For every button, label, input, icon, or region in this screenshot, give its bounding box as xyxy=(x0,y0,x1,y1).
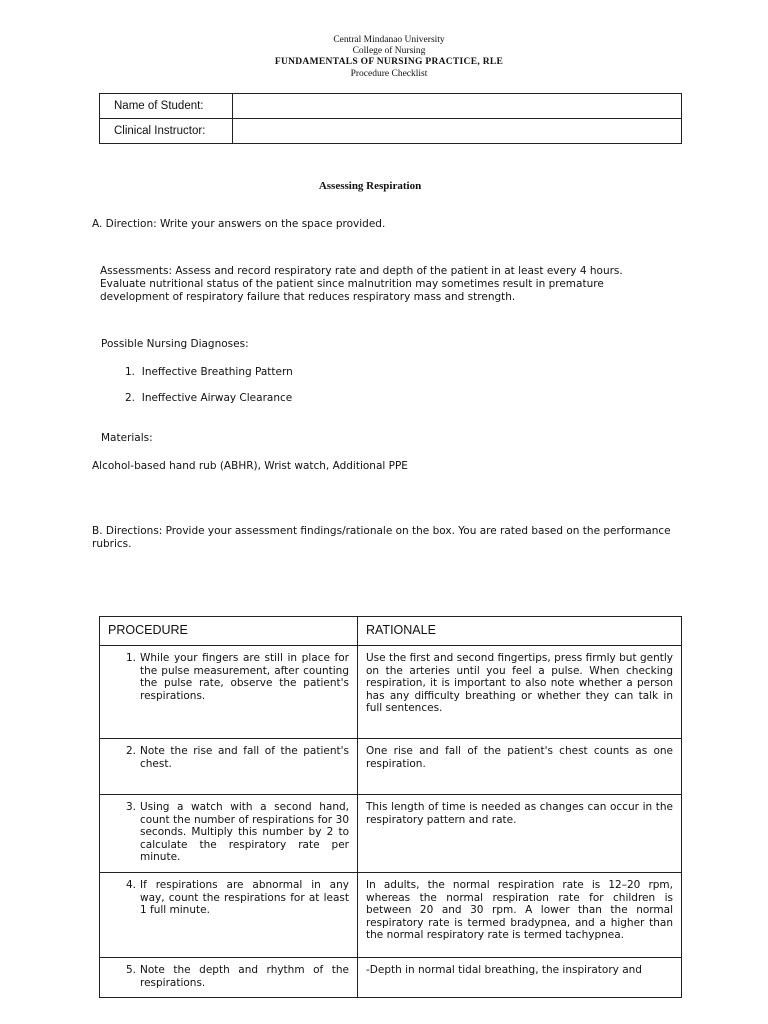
diagnosis-item xyxy=(125,366,293,379)
college-name: College of Nursing xyxy=(352,46,426,56)
procedure-text: Note the depth and rhythm of the respirations. xyxy=(140,964,349,989)
course-title: FUNDAMENTALS OF NURSING PRACTICE, RLE xyxy=(274,57,504,67)
procedure-text: Using a watch with a second hand, count the number of respirations for 30 seconds. Multiply this number by 2 to calculate the respiratory rate per minute. xyxy=(140,801,349,863)
student-name-field[interactable] xyxy=(233,94,682,119)
instructor-row xyxy=(100,119,682,144)
table-row xyxy=(100,646,682,739)
diagnosis-number: 2. xyxy=(125,392,136,404)
procedure-cell xyxy=(100,739,358,795)
rationale-cell[interactable]: One rise and fall of the patient's chest counts as one respiration. xyxy=(358,739,682,795)
procedure-cell xyxy=(100,873,358,958)
procedure-table-header xyxy=(100,617,682,646)
procedure-column-header: PROCEDURE xyxy=(100,617,358,646)
diagnosis-number: 1. xyxy=(125,366,136,378)
procedure-table xyxy=(99,616,682,998)
table-row xyxy=(100,958,682,998)
rationale-cell[interactable]: -Depth in normal tidal breathing, the inspiratory and xyxy=(358,958,682,998)
assessments-paragraph: Assessments: Assess and record respiratory rate and depth of the patient in at least every 4 hours. Evaluate nutritional status of the patient since malnutrition may sometimes result in premature development of respiratory failure that reduces respiratory mass and strength. xyxy=(100,265,623,303)
diagnosis-text: Ineffective Breathing Pattern xyxy=(141,366,293,378)
step-number: 2. xyxy=(125,745,136,757)
step-number: 5. xyxy=(125,964,136,976)
procedure-cell xyxy=(100,795,358,873)
table-row xyxy=(100,739,682,795)
table-row xyxy=(100,873,682,958)
direction-b: B. Directions: Provide your assessment findings/rationale on the box. You are rated based on the performance rubrics. xyxy=(92,525,671,550)
procedure-text: While your fingers are still in place for the pulse measurement, after counting the pulse rate, observe the patient's respirations. xyxy=(140,652,349,702)
procedure-text: Note the rise and fall of the patient's chest. xyxy=(140,745,349,770)
diagnosis-item xyxy=(125,392,292,405)
form-title: Procedure Checklist xyxy=(350,69,428,79)
rationale-cell[interactable]: This length of time is needed as changes can occur in the respiratory pattern and rate. xyxy=(358,795,682,873)
student-info-table xyxy=(99,93,682,144)
procedure-cell xyxy=(100,958,358,998)
step-number: 4. xyxy=(125,879,136,891)
instructor-label: Clinical Instructor: xyxy=(100,119,233,144)
procedure-cell xyxy=(100,646,358,739)
procedure-text: If respirations are abnormal in any way, count the respirations for at least 1 full minute. xyxy=(140,879,349,916)
diagnoses-label: Possible Nursing Diagnoses: xyxy=(101,338,249,350)
instructor-name-field[interactable] xyxy=(233,119,682,144)
university-name: Central Mindanao University xyxy=(333,35,445,45)
materials-label: Materials: xyxy=(101,432,153,444)
materials-list: Alcohol-based hand rub (ABHR), Wrist watch, Additional PPE xyxy=(92,460,408,472)
rationale-cell[interactable]: In adults, the normal respiration rate is 12–20 rpm, whereas the normal respiration rate for children is between 20 and 30 rpm. A lower than the normal respiratory rate is termed bradypnea, and a higher than the normal respiratory rate is termed tachypnea. xyxy=(358,873,682,958)
diagnosis-text: Ineffective Airway Clearance xyxy=(141,392,293,404)
rationale-column-header: RATIONALE xyxy=(358,617,682,646)
rationale-cell[interactable]: Use the first and second fingertips, press firmly but gently on the arteries until you feel a pulse. When checking respiration, it is important to also note whether a person has any difficulty breathing or whether they can talk in full sentences. xyxy=(358,646,682,739)
page-title: Assessing Respiration xyxy=(318,180,422,192)
step-number: 3. xyxy=(125,801,136,813)
student-row xyxy=(100,94,682,119)
direction-a: A. Direction: Write your answers on the space provided. xyxy=(92,218,386,230)
student-label: Name of Student: xyxy=(100,94,233,119)
table-row xyxy=(100,795,682,873)
step-number: 1. xyxy=(125,652,136,664)
